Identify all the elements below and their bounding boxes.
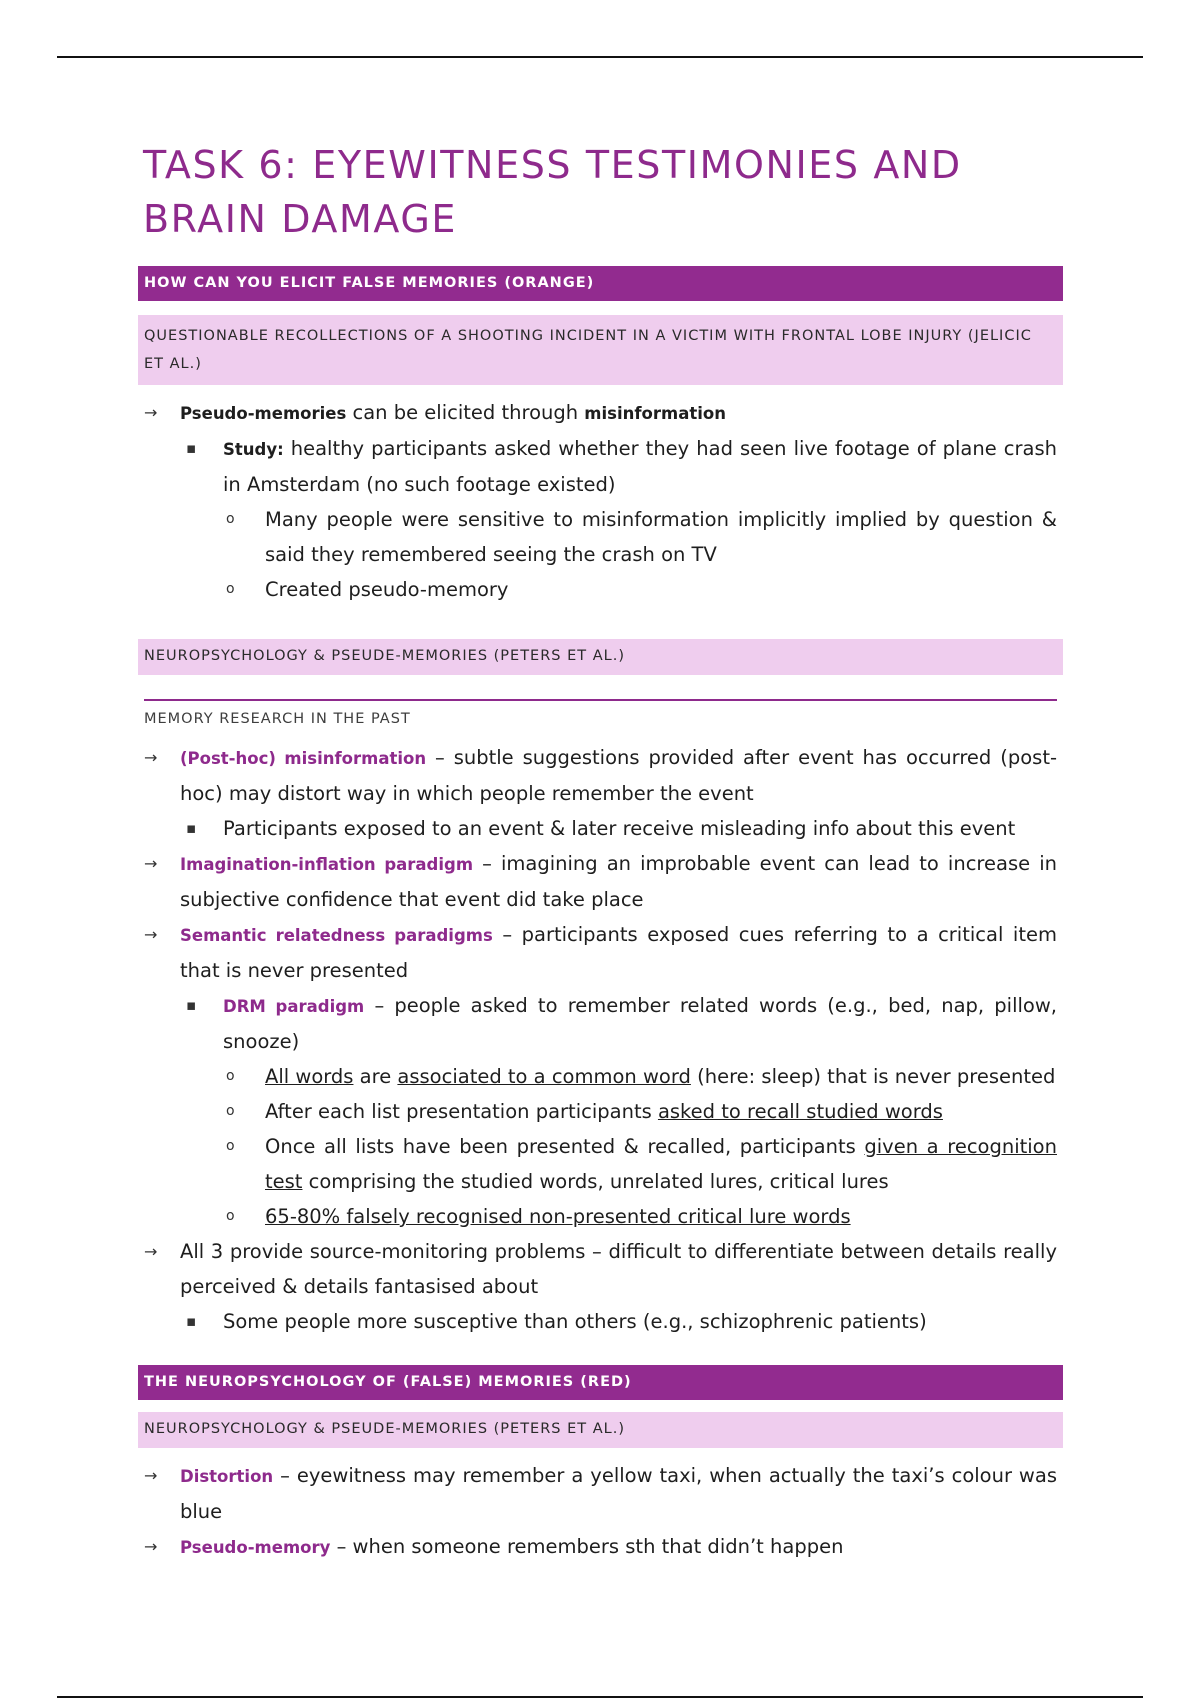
list-item: ▪ DRM paradigm – people asked to remember related words (e.g., bed, nap, pillow, snooze) — [138, 988, 1057, 1059]
square-bullet-icon: ▪ — [186, 819, 197, 837]
circle-bullet-icon: o — [226, 1208, 235, 1224]
section-heading-false-memories: HOW CAN YOU ELICIT FALSE MEMORIES (ORANGE) — [138, 266, 1063, 301]
arrow-bullet-icon: → — [144, 1466, 158, 1485]
document-page — [138, 138, 1063, 1565]
circle-bullet-icon: o — [226, 511, 235, 527]
list-item: o Many people were sensitive to misinformation implicitly implied by question & said they remembered seeing the crash on TV — [138, 502, 1057, 572]
list-item: → Semantic relatedness paradigms – participants exposed cues referring to a critical item that is never presented — [138, 917, 1057, 988]
arrow-bullet-icon: → — [144, 1537, 158, 1556]
list-item: o Created pseudo-memory — [138, 572, 1057, 607]
arrow-bullet-icon: → — [144, 854, 158, 873]
list-item: o All words are associated to a common word (here: sleep) that is never presented — [138, 1059, 1057, 1094]
arrow-bullet-icon: → — [144, 1242, 158, 1261]
section-heading-neuropsychology: THE NEUROPSYCHOLOGY OF (FALSE) MEMORIES (RED) — [138, 1365, 1063, 1400]
square-bullet-icon: ▪ — [186, 1312, 197, 1330]
arrow-bullet-icon: → — [144, 403, 158, 422]
circle-bullet-icon: o — [226, 1138, 235, 1154]
list-item: o After each list presentation participants asked to recall studied words — [138, 1094, 1057, 1129]
list-item: ▪ Some people more susceptive than others (e.g., schizophrenic patients) — [138, 1304, 1057, 1339]
arrow-bullet-icon: → — [144, 748, 158, 767]
square-bullet-icon: ▪ — [186, 439, 197, 457]
page-title: TASK 6: EYEWITNESS TESTIMONIES AND BRAIN DAMAGE — [143, 143, 962, 241]
subsection-heading-peters: NEUROPSYCHOLOGY & PSEUDE-MEMORIES (PETERS ET AL.) — [138, 639, 1063, 675]
list-item: → (Post-hoc) misinformation – subtle suggestions provided after event has occurred (post-hoc) may distort way in which people remember the event — [138, 740, 1057, 811]
list-item: ▪ Participants exposed to an event & later receive misleading info about this event — [138, 811, 1057, 846]
list-item: ▪ Study: healthy participants asked whether they had seen live footage of plane crash in Amsterdam (no such footage existed) — [138, 431, 1057, 502]
bottom-rule — [57, 1696, 1143, 1698]
list-item: → All 3 provide source-monitoring problems – difficult to differentiate between details really perceived & details fantasised about — [138, 1234, 1057, 1304]
top-rule — [57, 56, 1143, 58]
subsection-heading-peters-2: NEUROPSYCHOLOGY & PSEUDE-MEMORIES (PETERS ET AL.) — [138, 1412, 1063, 1448]
subsection-heading-jelicic: QUESTIONABLE RECOLLECTIONS OF A SHOOTING INCIDENT IN A VICTIM WITH FRONTAL LOBE INJURY (JELICIC ET AL.) — [138, 315, 1063, 385]
sub-heading-memory-research: MEMORY RESEARCH IN THE PAST — [144, 699, 1057, 730]
circle-bullet-icon: o — [226, 1068, 235, 1084]
list-item: → Pseudo-memories can be elicited through misinformation — [138, 395, 1057, 431]
circle-bullet-icon: o — [226, 1103, 235, 1119]
list-item: → Pseudo-memory – when someone remembers sth that didn’t happen — [138, 1529, 1057, 1565]
list-item: o 65-80% falsely recognised non-presented critical lure words — [138, 1199, 1057, 1234]
circle-bullet-icon: o — [226, 581, 235, 597]
square-bullet-icon: ▪ — [186, 996, 197, 1014]
arrow-bullet-icon: → — [144, 925, 158, 944]
list-item: → Distortion – eyewitness may remember a yellow taxi, when actually the taxi’s colour was blue — [138, 1458, 1057, 1529]
list-item: → Imagination-inflation paradigm – imagining an improbable event can lead to increase in subjective confidence that event did take place — [138, 846, 1057, 917]
list-item: o Once all lists have been presented & recalled, participants given a recognition test comprising the studied words, unrelated lures, critical lures — [138, 1129, 1057, 1199]
